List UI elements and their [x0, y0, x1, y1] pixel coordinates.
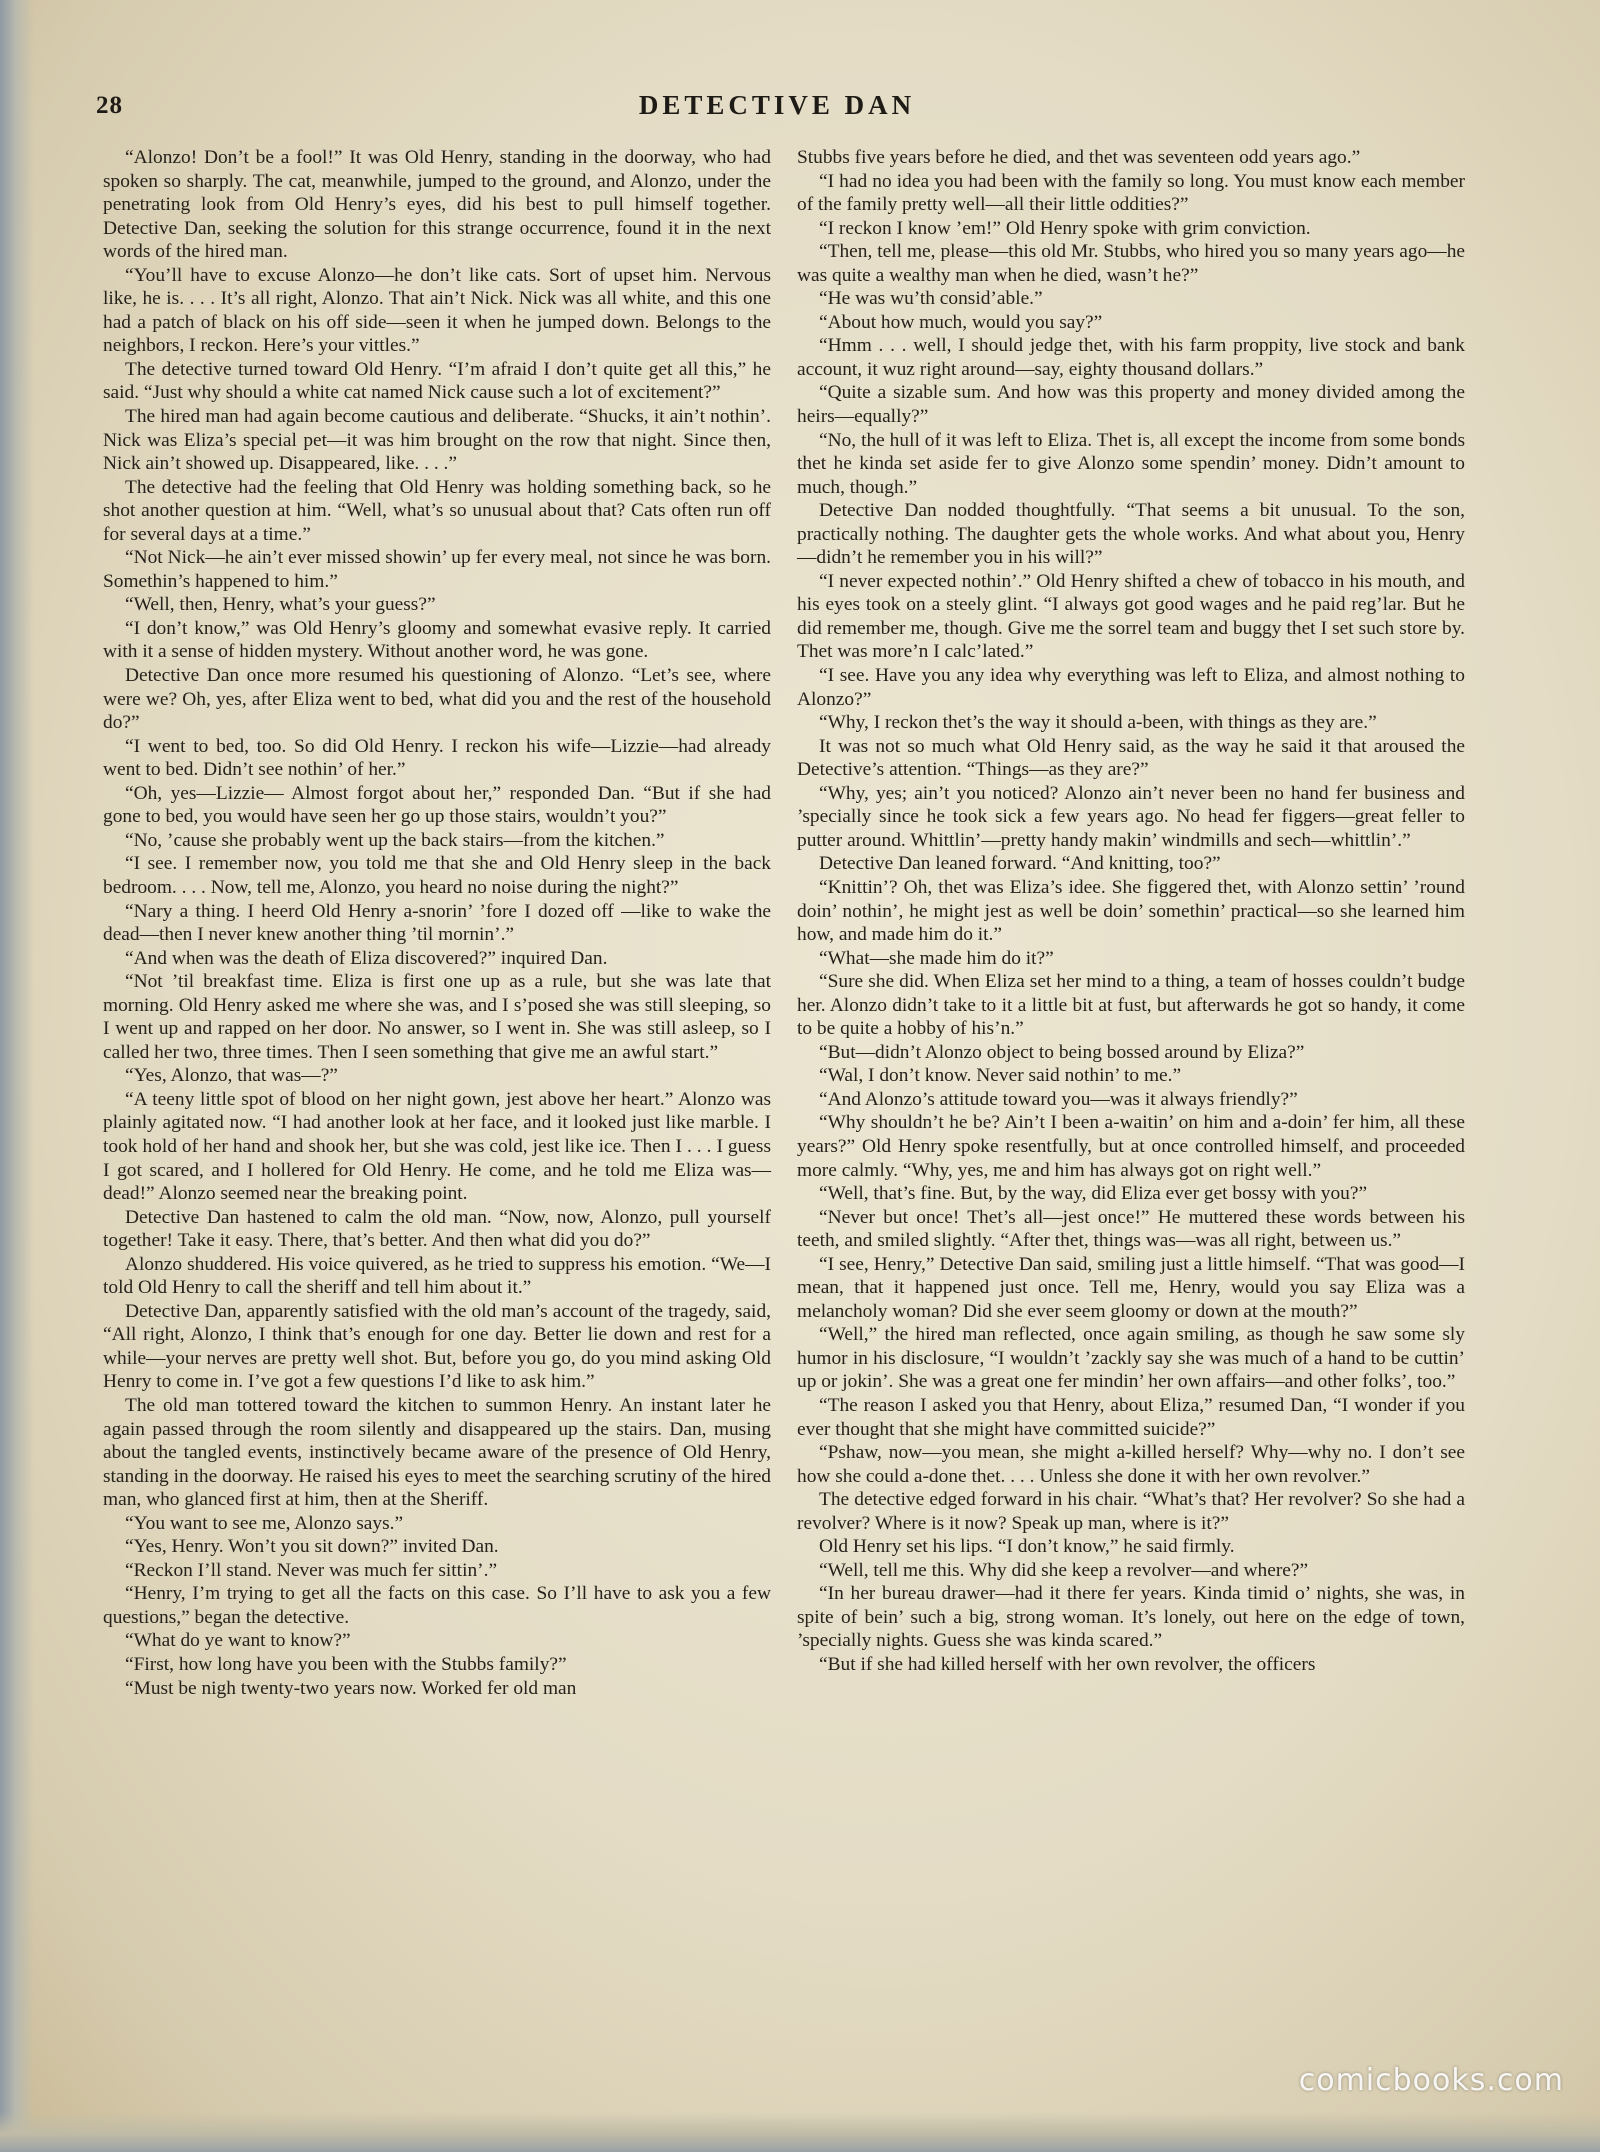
- paragraph: “Why shouldn’t he be? Ain’t I been a-waitin’ on him and a-doin’ fer him, all these years?” Old Henry spoke resentfully, but at once controlled himself, and proceeded more calmly. “Why, yes, me and him has always got on right well.”: [797, 1112, 1465, 1181]
- left-column: [103, 146, 771, 1700]
- paragraph-continuation: Stubbs five years before he died, and thet was seventeen odd years ago.”: [797, 147, 1361, 168]
- watermark: comicbooks.com: [1298, 2063, 1564, 2098]
- paragraph: The detective edged forward in his chair. “What’s that? Her revolver? So she had a revolver? Where is it now? Speak up man, where is it?”: [797, 1489, 1465, 1534]
- paragraph: “What do ye want to know?”: [125, 1630, 351, 1652]
- paragraph: “Knittin’? Oh, thet was Eliza’s idee. She figgered thet, with Alonzo settin’ ’round doin’ nothin’, he might jest as well be doin’ somethin’ practical—so she learned him how, and made him do it.”: [797, 876, 1465, 946]
- paragraph: The detective turned toward Old Henry. “I’m afraid I don’t quite get all this,” he said. “Just why should a white cat named Nick cause such a lot of excitement?”: [103, 358, 771, 404]
- paragraph: “I reckon I know ’em!” Old Henry spoke with grim conviction.: [819, 217, 1311, 239]
- paragraph: Alonzo shuddered. His voice quivered, as he tried to suppress his emotion. “We—I told Old Henry to call the sheriff and tell him about it.”: [103, 1253, 771, 1299]
- paragraph: Detective Dan once more resumed his questioning of Alonzo. “Let’s see, where were we? Oh, yes, after Eliza went to bed, what did you and the rest of the household do?”: [103, 665, 771, 734]
- paragraph: “Henry, I’m trying to get all the facts on this case. So I’ll have to ask you a few questions,” began the detective.: [103, 1583, 771, 1628]
- paragraph: “And when was the death of Eliza discovered?” inquired Dan.: [125, 947, 608, 969]
- paragraph: “But—didn’t Alonzo object to being bossed around by Eliza?”: [819, 1041, 1305, 1063]
- paragraph: “No, ’cause she probably went up the back stairs—from the kitchen.”: [125, 829, 665, 851]
- paragraph: “Then, tell me, please—this old Mr. Stubbs, who hired you so many years ago—he was quite a wealthy man when he died, wasn’t he?”: [797, 241, 1465, 286]
- paragraph: “No, the hull of it was left to Eliza. Thet is, all except the income from some bonds thet he kinda set aside fer to give Alonzo some spendin’ money. Didn’t amount to much, though.”: [797, 429, 1465, 498]
- paragraph: “Oh, yes—Lizzie— Almost forgot about her,” responded Dan. “But if she had gone to bed, you would have seen her go up those stairs, wouldn’t you?”: [103, 782, 771, 828]
- paragraph: “You want to see me, Alonzo says.”: [125, 1512, 404, 1534]
- paragraph: “And Alonzo’s attitude toward you—was it always friendly?”: [819, 1088, 1298, 1110]
- paragraph: “I see, Henry,” Detective Dan said, smiling just a little himself. “That was good—I mean, that it happened just once. Tell me, Henry, would you say Eliza was a melancholy woman? Did she ever seem gloomy or down at the mouth?”: [797, 1253, 1465, 1322]
- paragraph: “You’ll have to excuse Alonzo—he don’t like cats. Sort of upset him. Nervous like, he is. . . . It’s all right, Alonzo. That ain’t Nick. Nick was all white, and this one had a patch of black on his off side—seen it when he jumped down. Belongs to the neighbors, I reckon. Here’s your vittles.”: [103, 264, 771, 357]
- paragraph: “Not Nick—he ain’t ever missed showin’ up fer every meal, not since he was born. Somethin’s happened to him.”: [103, 547, 771, 592]
- paragraph: “I see. Have you any idea why everything was left to Eliza, and almost nothing to Alonzo?”: [797, 665, 1465, 710]
- paragraph: “Well,” the hired man reflected, once again smiling, as though he saw some sly humor in his disclosure, “I wouldn’t ’zackly say she was much of a hand to be cuttin’ up or jokin’. She was a great one fer mindin’ her own affairs—and other folks’, too.”: [797, 1324, 1465, 1393]
- paragraph: Old Henry set his lips. “I don’t know,” he said firmly.: [819, 1536, 1235, 1558]
- running-head: DETECTIVE DAN: [638, 90, 916, 120]
- paragraph: “Not ’til breakfast time. Eliza is first one up as a rule, but she was late that morning. Old Henry asked me where she was, and I s’posed she was still sleeping, so I went up and rapped on her door. No answer, so I went in. She was still asleep, so I called her two, three times. Then I seen something that give me an awful start.”: [103, 971, 771, 1063]
- paragraph: “Pshaw, now—you mean, she might a-killed herself? Why—why no. I don’t see how she could a-done thet. . . . Unless she done it with her own revolver.”: [797, 1442, 1465, 1487]
- paragraph: “Never but once! Thet’s all—jest once!” He muttered these words between his teeth, and smiled slightly. “After thet, things was—was all right, between us.”: [797, 1206, 1465, 1252]
- paragraph: “Yes, Henry. Won’t you sit down?” invited Dan.: [125, 1536, 499, 1558]
- page-header: [92, 86, 1462, 126]
- paragraph: “Quite a sizable sum. And how was this property and money divided among the heirs—equally?”: [797, 382, 1465, 428]
- paragraph: “Wal, I don’t know. Never said nothin’ to me.”: [819, 1065, 1182, 1087]
- paragraph: Detective Dan nodded thoughtfully. “That seems a bit unusual. To the son, practically nothing. The daughter gets the whole works. And what about you, Henry—didn’t he remember you in his will?”: [797, 500, 1465, 569]
- paragraph: “I went to bed, too. So did Old Henry. I reckon his wife—Lizzie—had already went to bed. Didn’t see nothin’ of her.”: [103, 735, 771, 781]
- paragraph: “First, how long have you been with the Stubbs family?”: [125, 1654, 567, 1675]
- paragraph: “About how much, would you say?”: [819, 311, 1103, 333]
- paragraph: “What—she made him do it?”: [819, 947, 1054, 969]
- paragraph: “Why, yes; ain’t you noticed? Alonzo ain’t never been no hand fer business and ’specially since he took sick a few years ago. No head fer figgers—great feller to putter around. Whittlin’—pretty handy makin’ windmills and sech—whittlin’.”: [797, 782, 1465, 851]
- paragraph: “Yes, Alonzo, that was—?”: [125, 1065, 338, 1087]
- paragraph: “But if she had killed herself with her own revolver, the officers: [819, 1654, 1316, 1675]
- paragraph: “Why, I reckon thet’s the way it should a-been, with things as they are.”: [819, 712, 1377, 734]
- paragraph: “Must be nigh twenty-two years now. Worked fer old man: [125, 1677, 577, 1699]
- paragraph: Detective Dan leaned forward. “And knitting, too?”: [819, 853, 1221, 875]
- paragraph: “A teeny little spot of blood on her night gown, jest above her heart.” Alonzo was plainly agitated now. “I had another look at her face, and it looked just like marble. I took hold of her hand and shook her, but she was cold, jest like ice. Then I . . . I guess I got scared, and I hollered for Old Henry. He come, and he told me Eliza was—dead!” Alonzo seemed near the breaking point.: [103, 1088, 771, 1205]
- paragraph: “Sure she did. When Eliza set her mind to a thing, a team of hosses couldn’t budge her. Alonzo didn’t take to it a little bit at fust, but afterwards he got so handy, it come to be quite a hobby of his’n.”: [797, 971, 1465, 1040]
- paragraph: “Well, that’s fine. But, by the way, did Eliza ever get bossy with you?”: [819, 1183, 1368, 1205]
- paragraph: The old man tottered toward the kitchen to summon Henry. An instant later he again passed through the room silently and disappeared up the stairs. Dan, musing about the tangled events, instinctively became aware of the presence of Old Henry, standing in the doorway. He raised his eyes to meet the searching scrutiny of the hired man, who glanced first at him, then at the Sheriff.: [103, 1394, 771, 1511]
- paragraph: “Well, then, Henry, what’s your guess?”: [125, 594, 436, 616]
- paragraph: Detective Dan hastened to calm the old man. “Now, now, Alonzo, pull yourself together! Take it easy. There, that’s better. And then what did you do?”: [103, 1206, 771, 1252]
- paragraph: “I had no idea you had been with the family so long. You must know each member of the family pretty well—all their little oddities?”: [797, 170, 1465, 216]
- paragraph: “The reason I asked you that Henry, about Eliza,” resumed Dan, “I wonder if you ever thought that she might have committed suicide?”: [797, 1394, 1465, 1440]
- paragraph: “Well, tell me this. Why did she keep a revolver—and where?”: [819, 1559, 1309, 1581]
- paragraph: The detective had the feeling that Old Henry was holding something back, so he shot another question at him. “Well, what’s so unusual about that? Cats often run off for several days at a time.”: [103, 476, 771, 545]
- paragraph: “I don’t know,” was Old Henry’s gloomy and somewhat evasive reply. It carried with it a sense of hidden mystery. Without another word, he was gone.: [103, 617, 771, 663]
- page-number: 28: [96, 92, 123, 119]
- paragraph: “In her bureau drawer—had it there fer years. Kinda timid o’ nights, she was, in spite of bein’ such a big, strong woman. It’s lonely, out here on the edge of town, ’specially nights. Guess she was kinda scared.”: [797, 1583, 1465, 1652]
- paragraph: “He was wu’th consid’able.”: [819, 288, 1043, 310]
- paragraph: “Reckon I’ll stand. Never was much fer sittin’.”: [125, 1559, 498, 1581]
- right-column: [797, 146, 1465, 1677]
- paragraph: Detective Dan, apparently satisfied with the old man’s account of the tragedy, said, “All right, Alonzo, I think that’s enough for one day. Better lie down and rest for a while—your nerves are pretty well shot. But, before you go, do you mind asking Old Henry to come in. I’ve got a few questions I’d like to ask him.”: [103, 1300, 771, 1393]
- paragraph: “I see. I remember now, you told me that she and Old Henry sleep in the back bedroom. . . . Now, tell me, Alonzo, you heard no noise during the night?”: [103, 853, 771, 898]
- paragraph: It was not so much what Old Henry said, as the way he said it that aroused the Detective’s attention. “Things—as they are?”: [797, 735, 1465, 781]
- paragraph: “Nary a thing. I heerd Old Henry a-snorin’ ’fore I dozed off —like to wake the dead—then I never knew another thing ’til mornin’.”: [103, 900, 771, 946]
- paragraph: The hired man had again become cautious and deliberate. “Shucks, it ain’t nothin’. Nick was Eliza’s special pet—it was him brought on the row that night. Since then, Nick ain’t showed up. Disappeared, like. . . .”: [103, 406, 771, 475]
- paragraph: “Alonzo! Don’t be a fool!” It was Old Henry, standing in the doorway, who had spoken so sharply. The cat, meanwhile, jumped to the ground, and Alonzo, under the penetrating look from Old Henry’s eyes, did his best to pull himself together. Detective Dan, seeking the solution for this strange occurrence, found it in the next words of the hired man.: [103, 147, 771, 263]
- paragraph: “I never expected nothin’.” Old Henry shifted a chew of tobacco in his mouth, and his eyes took on a steely glint. “I always got good wages and he paid reg’lar. But he did remember me, though. Give me the sorrel team and buggy thet I set such store by. Thet was more’n I calc’lated.”: [797, 570, 1465, 663]
- paragraph: “Hmm . . . well, I should jedge thet, with his farm proppity, live stock and bank account, it wuz right around—say, eighty thousand dollars.”: [797, 335, 1465, 380]
